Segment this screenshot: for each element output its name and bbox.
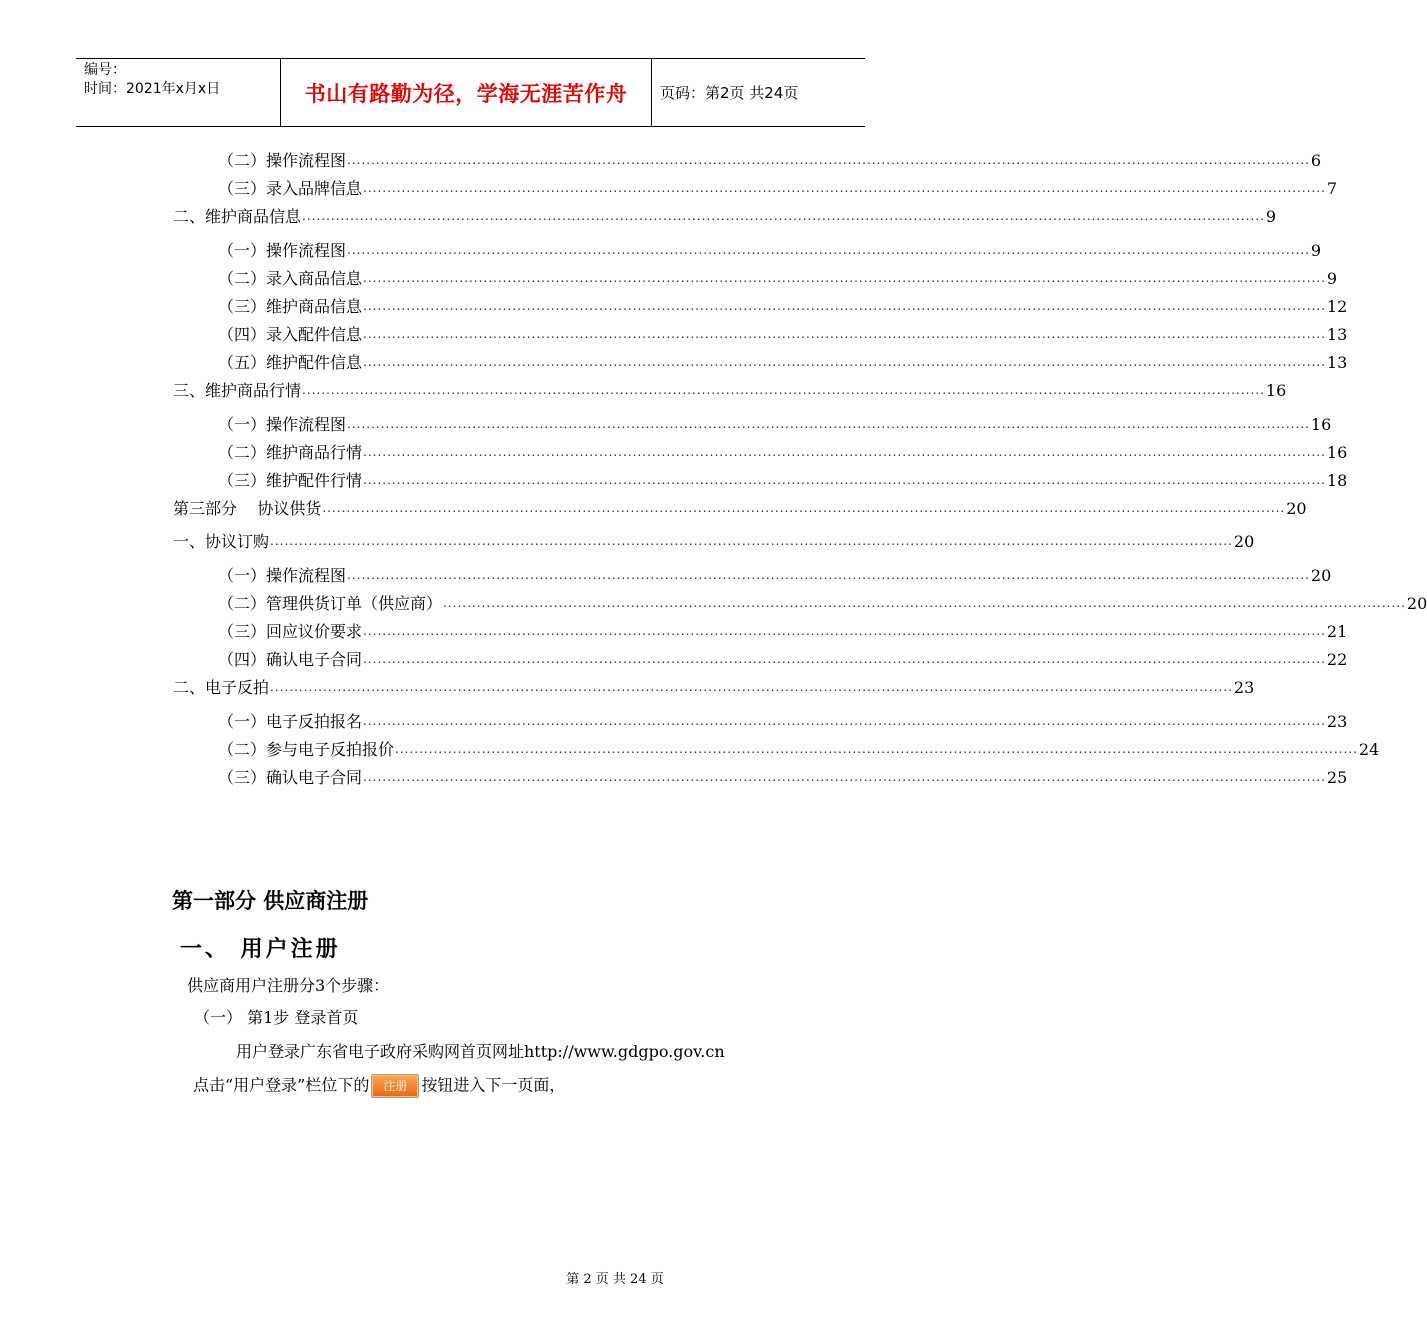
toc-dot-leader: ........................................................................................................................................................................................................ [363, 445, 1326, 459]
toc-entry[interactable] [218, 239, 1322, 261]
body-paragraph [193, 1074, 565, 1098]
toc-entry[interactable] [218, 323, 1348, 345]
toc-entry[interactable] [218, 766, 1348, 788]
toc-entry-title: 操作流程图 [266, 415, 347, 434]
toc-dot-leader: ........................................................................................................................................................................................................ [363, 299, 1326, 313]
toc-entry-page: 9 [1310, 241, 1322, 260]
toc-entry[interactable] [218, 592, 1427, 614]
toc-entry[interactable] [173, 676, 1255, 698]
body-paragraph: 用户登录广东省电子政府采购网首页网址http://www.gdgpo.gov.cn [236, 1042, 725, 1061]
toc-entry-page: 20 [1286, 499, 1307, 518]
toc-dot-leader: ........................................................................................................................................................................................................ [363, 473, 1326, 487]
page-header [76, 58, 865, 127]
toc-entry-page: 23 [1326, 712, 1348, 731]
toc-dot-leader: ........................................................................................................................................................................................................ [363, 181, 1326, 195]
toc-dot-leader: ........................................................................................................................................................................................................ [302, 209, 1265, 223]
toc-entry[interactable] [218, 351, 1348, 373]
toc-dot-leader: ........................................................................................................................................................................................................ [322, 501, 1286, 515]
toc-entry-page: 12 [1326, 297, 1348, 316]
toc-entry-number: （一） [218, 415, 267, 434]
toc-entry-title: 维护配件信息 [266, 353, 363, 372]
toc-entry[interactable] [218, 149, 1322, 171]
toc-entry-page: 20 [1406, 594, 1427, 613]
toc-dot-leader: ........................................................................................................................................................................................................ [347, 243, 1310, 257]
toc-entry-page: 21 [1326, 622, 1348, 641]
header-divider [651, 59, 652, 126]
toc-entry[interactable] [173, 205, 1277, 227]
toc-entry-title: 录入品牌信息 [266, 179, 363, 198]
page-footer: 第 2 页 共 24 页 [566, 1272, 664, 1287]
toc-entry-title: 维护商品行情 [266, 443, 363, 462]
toc-entry-title: 第三部分 协议供货 [173, 499, 322, 518]
toc-entry-page: 9 [1326, 269, 1338, 288]
toc-entry-page: 9 [1265, 207, 1277, 226]
toc-dot-leader: ........................................................................................................................................................................................................ [347, 417, 1310, 431]
toc-entry[interactable] [218, 738, 1380, 760]
toc-dot-leader: ........................................................................................................................................................................................................ [363, 714, 1326, 728]
toc-entry[interactable] [218, 564, 1332, 586]
toc-entry-page: 13 [1326, 325, 1348, 344]
toc-entry-number: （二） [218, 594, 267, 613]
toc-entry-number: （二） [218, 740, 267, 759]
toc-entry-number: （三） [218, 622, 267, 641]
toc-entry-page: 6 [1310, 151, 1322, 170]
toc-entry[interactable] [218, 648, 1348, 670]
toc-entry-page: 25 [1326, 768, 1348, 787]
toc-entry-page: 16 [1326, 443, 1348, 462]
toc-dot-leader: ........................................................................................................................................................................................................ [443, 596, 1406, 610]
toc-entry-title: 维护商品信息 [266, 297, 363, 316]
toc-entry-number: 二、 [173, 678, 206, 697]
toc-entry-page: 23 [1233, 678, 1255, 697]
toc-entry-number: （三） [218, 471, 267, 490]
toc-entry-title: 录入商品信息 [266, 269, 363, 288]
toc-entry-title: 电子反拍 [205, 678, 270, 697]
toc-entry-title: 管理供货订单（供应商） [266, 594, 443, 613]
toc-entry[interactable] [218, 295, 1348, 317]
step-heading: （一） 第1步 登录首页 [194, 1008, 359, 1027]
toc-dot-leader: ........................................................................................................................................................................................................ [395, 742, 1358, 756]
toc-entry[interactable] [218, 441, 1348, 463]
toc-entry-number: （四） [218, 325, 267, 344]
toc-entry-number: 三、 [173, 381, 206, 400]
toc-dot-leader: ........................................................................................................................................................................................................ [363, 355, 1326, 369]
toc-entry-page: 22 [1326, 650, 1348, 669]
toc-entry-title: 电子反拍报名 [266, 712, 363, 731]
body-text: 点击“用户登录”栏位下的 [193, 1075, 370, 1095]
toc-dot-leader: ........................................................................................................................................................................................................ [363, 327, 1326, 341]
register-button[interactable]: 注册 [371, 1074, 419, 1098]
toc-entry[interactable] [218, 413, 1332, 435]
toc-entry-title: 操作流程图 [266, 241, 347, 260]
toc-entry-number: （三） [218, 297, 267, 316]
toc-entry-number: （三） [218, 768, 267, 787]
toc-entry-number: （四） [218, 650, 267, 669]
toc-dot-leader: ........................................................................................................................................................................................................ [363, 652, 1326, 666]
toc-entry[interactable] [218, 710, 1348, 732]
toc-dot-leader: ........................................................................................................................................................................................................ [270, 680, 1233, 694]
toc-entry[interactable] [173, 530, 1255, 552]
toc-entry-page: 20 [1310, 566, 1332, 585]
toc-entry-title: 参与电子反拍报价 [266, 740, 395, 759]
toc-entry-page: 13 [1326, 353, 1348, 372]
body-text: 按钮进入下一页面， [421, 1075, 566, 1095]
toc-entry-title: 回应议价要求 [266, 622, 363, 641]
header-meta [84, 61, 284, 99]
toc-entry-page: 24 [1358, 740, 1380, 759]
section-title: 一、 用户注册 [180, 937, 341, 962]
toc-entry-title: 维护配件行情 [266, 471, 363, 490]
toc-dot-leader: ........................................................................................................................................................................................................ [347, 568, 1310, 582]
toc-entry-number: （五） [218, 353, 267, 372]
toc-entry[interactable] [218, 177, 1338, 199]
toc-dot-leader: ........................................................................................................................................................................................................ [302, 383, 1265, 397]
toc-entry-number: 一、 [173, 532, 206, 551]
toc-entry-page: 16 [1265, 381, 1287, 400]
toc-entry-number: （一） [218, 566, 267, 585]
toc-entry[interactable] [173, 379, 1287, 401]
toc-entry-number: （一） [218, 241, 267, 260]
toc-entry[interactable] [218, 469, 1348, 491]
toc-entry-title: 维护商品行情 [205, 381, 302, 400]
toc-entry-number: （二） [218, 269, 267, 288]
toc-entry-number: （二） [218, 443, 267, 462]
toc-entry-title: 操作流程图 [266, 151, 347, 170]
header-date-label: 时间：2021年x月x日 [84, 81, 221, 97]
toc-entry-page: 18 [1326, 471, 1348, 490]
part-title: 第一部分 供应商注册 [172, 889, 369, 913]
toc-entry[interactable] [218, 620, 1348, 642]
header-motto: 书山有路勤为径，学海无涯苦作舟 [304, 81, 628, 106]
toc-entry-title: 录入配件信息 [266, 325, 363, 344]
toc-entry-number: （三） [218, 179, 267, 198]
toc-entry-number: 二、 [173, 207, 206, 226]
toc-entry-title: 确认电子合同 [266, 768, 363, 787]
toc-dot-leader: ........................................................................................................................................................................................................ [270, 534, 1233, 548]
toc-dot-leader: ........................................................................................................................................................................................................ [363, 271, 1326, 285]
toc-entry-page: 7 [1326, 179, 1338, 198]
toc-entry-page: 16 [1310, 415, 1332, 434]
header-page-info: 页码：第2页 共24页 [660, 84, 799, 102]
toc-entry-title: 确认电子合同 [266, 650, 363, 669]
toc-entry-page: 20 [1233, 532, 1255, 551]
toc-entry-number: （一） [218, 712, 267, 731]
toc-entry[interactable] [173, 497, 1307, 519]
toc-entry[interactable] [218, 267, 1338, 289]
toc-entry-title: 协议订购 [205, 532, 270, 551]
toc-entry-title: 维护商品信息 [205, 207, 302, 226]
toc-entry-number: （二） [218, 151, 267, 170]
toc-dot-leader: ........................................................................................................................................................................................................ [363, 624, 1326, 638]
toc-dot-leader: ........................................................................................................................................................................................................ [363, 770, 1326, 784]
toc-entry-title: 操作流程图 [266, 566, 347, 585]
toc-dot-leader: ........................................................................................................................................................................................................ [347, 153, 1310, 167]
header-number-label: 编号： [84, 62, 126, 78]
intro-text: 供应商用户注册分3个步骤： [187, 976, 390, 995]
